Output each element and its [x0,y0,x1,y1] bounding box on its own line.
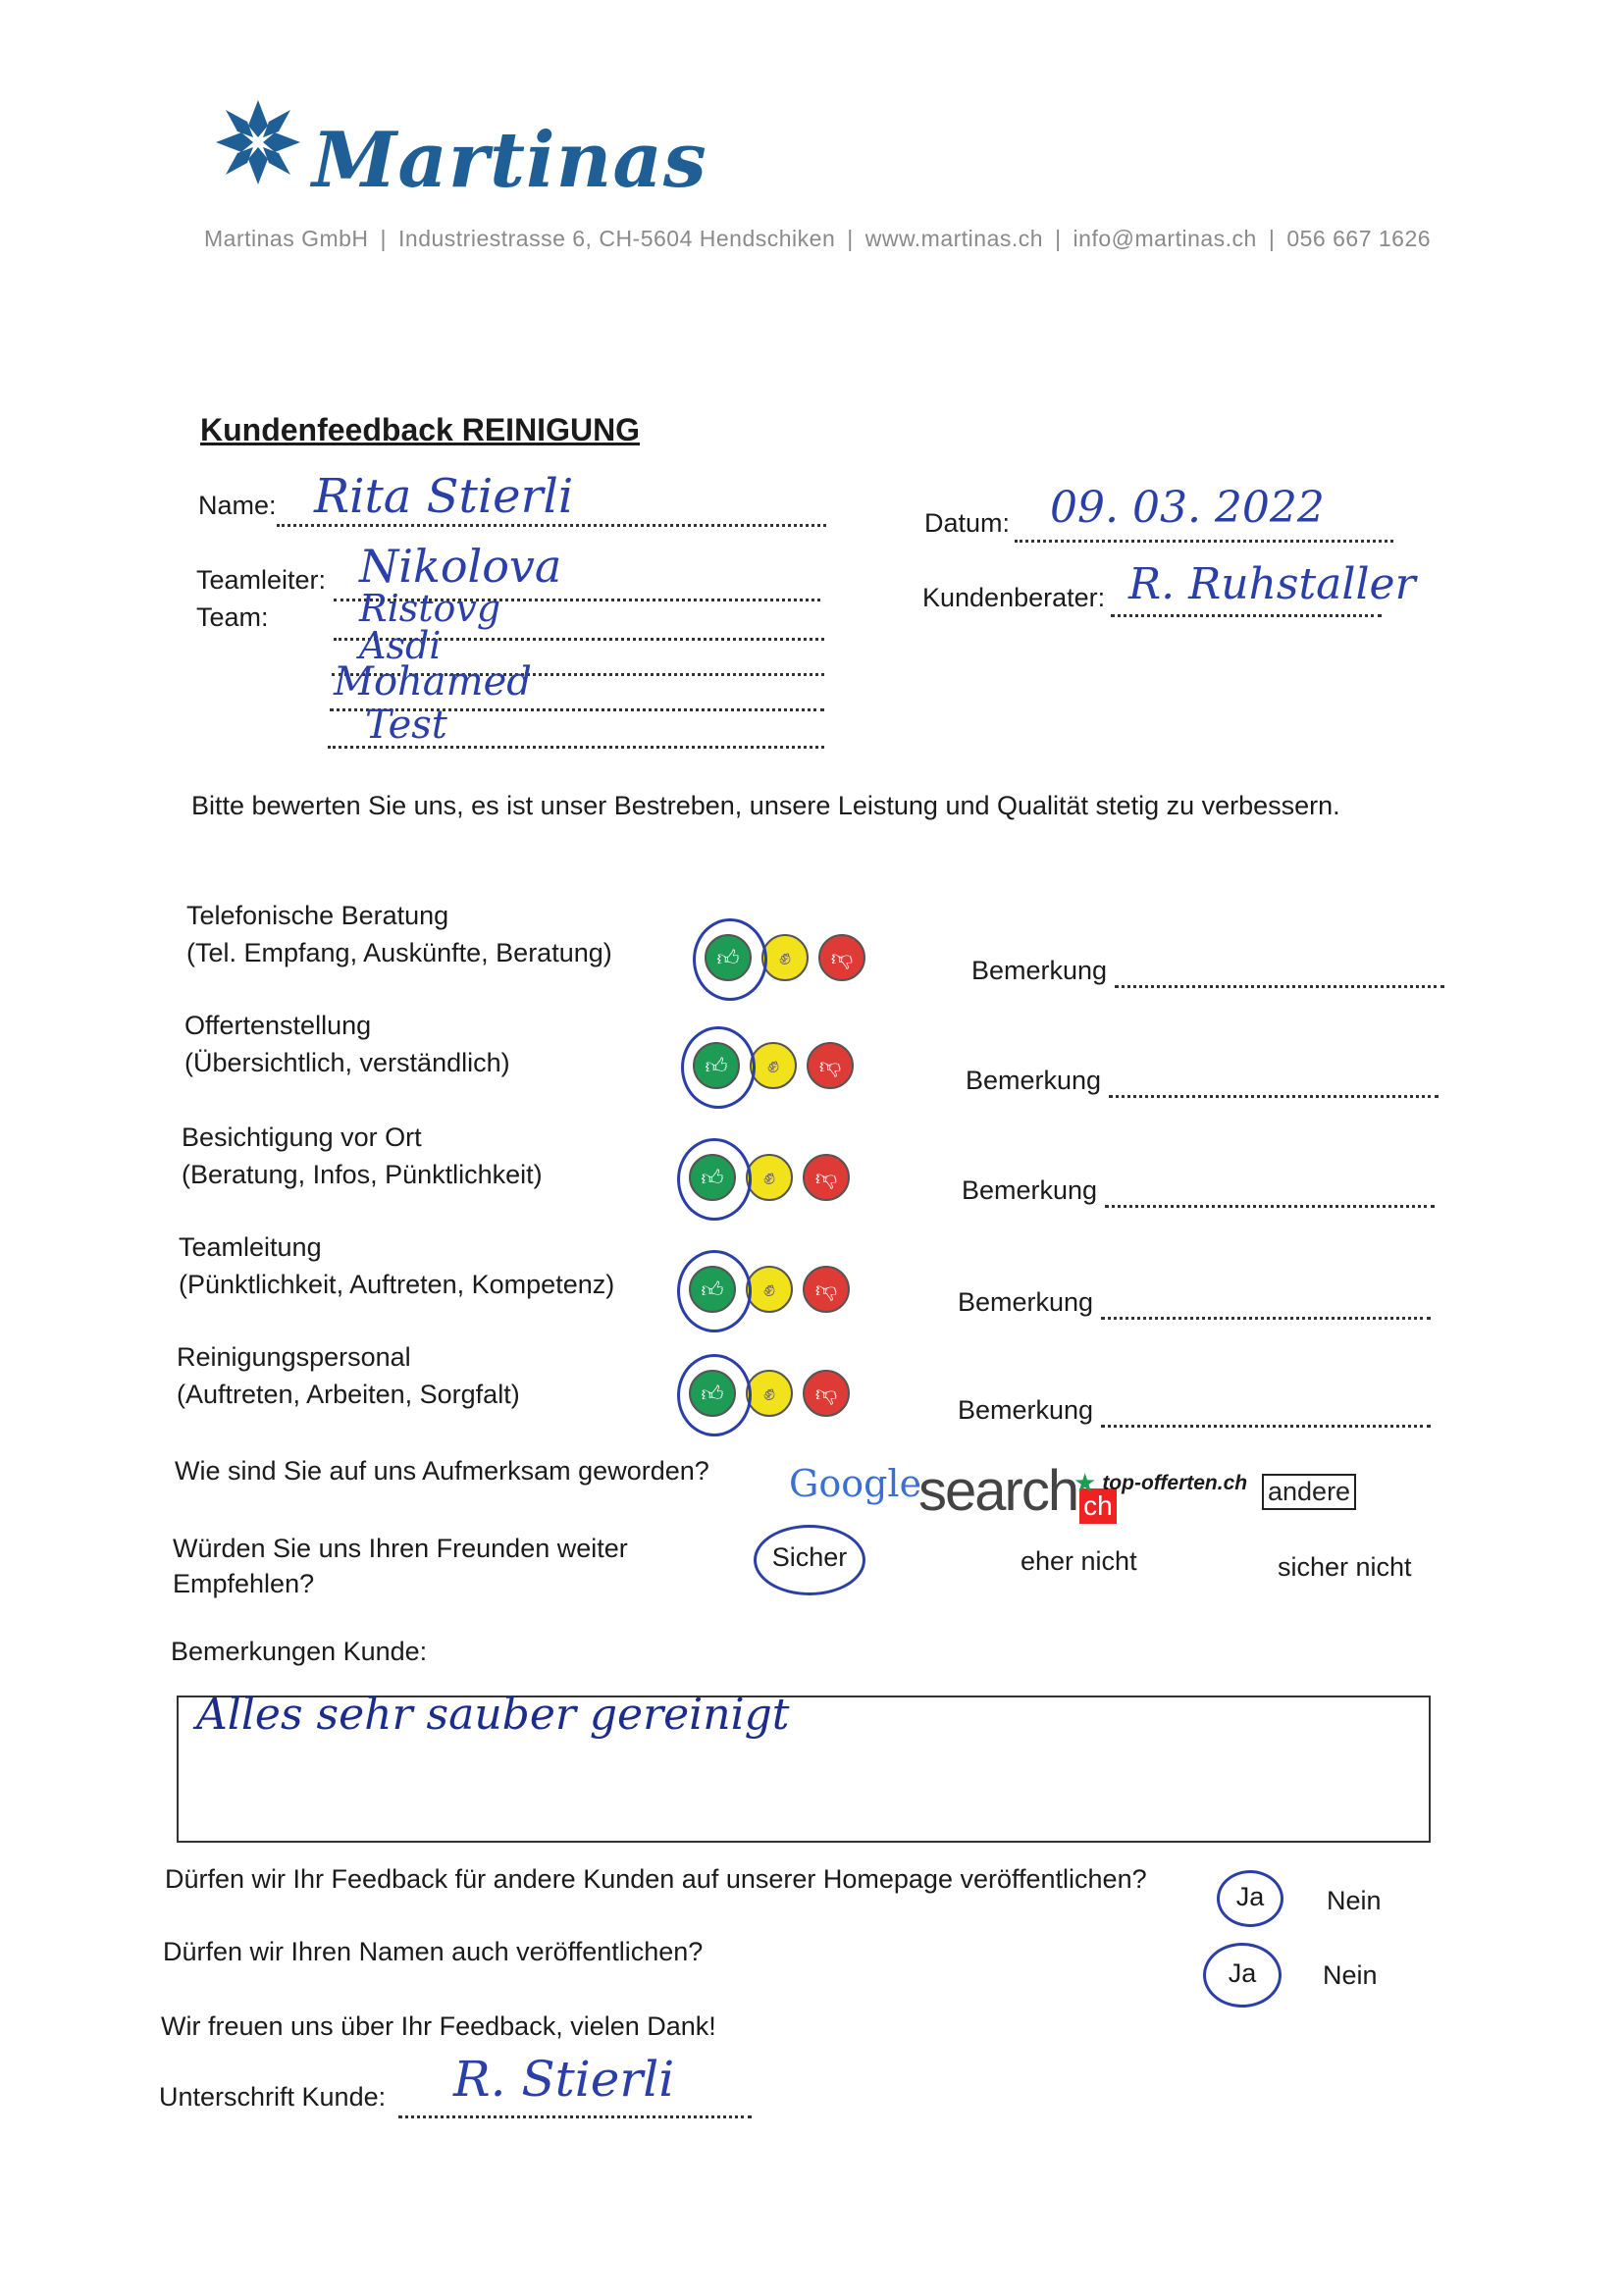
rating-row [184,1007,510,1081]
rating-options [689,1370,850,1417]
remark-label: Bemerkung [958,1287,1094,1317]
rating-subtitle: (Übersichtlich, verständlich) [184,1048,510,1077]
rating-subtitle: (Pünktlichkeit, Auftreten, Kompetenz) [179,1270,615,1299]
rating-options [689,1154,850,1201]
selected-mark [677,1138,752,1221]
datum-line [1015,540,1393,543]
team-member[interactable]: Test [365,703,447,748]
contact-email[interactable]: info@martinas.ch [1073,226,1257,251]
snowflake-icon [214,98,302,186]
thumbs-neutral-icon[interactable]: ✊︎ [746,1154,793,1201]
thumbs-neutral-icon[interactable]: ✊︎ [746,1266,793,1313]
remark-line[interactable] [1101,1317,1431,1320]
publish-question: Dürfen wir Ihr Feedback für andere Kunden auf unserer Homepage veröffentlichen? [165,1864,1147,1894]
google-logo: Google [789,1462,922,1505]
rating-options [693,1042,854,1089]
publish-yes[interactable]: Ja [1217,1870,1283,1927]
source-google[interactable] [789,1462,921,1505]
signature-line[interactable] [398,2115,752,2118]
rating-title: Besichtigung vor Ort [182,1122,422,1152]
rating-row [182,1119,543,1193]
selected-mark [677,1354,752,1436]
intro-text: Bitte bewerten Sie uns, es ist unser Bestreben, unsere Leistung und Qualität stetig zu verbessern. [191,791,1340,820]
teamleiter-label: Teamleiter: [196,565,327,595]
thumbs-neutral-icon[interactable]: ✊︎ [761,934,809,981]
signature-value[interactable]: R. Stierli [453,2051,675,2108]
rating-row [179,1228,614,1303]
recommend-yes[interactable]: Sicher [754,1525,865,1595]
teamleiter-value[interactable]: Nikolova [359,540,562,593]
star-icon: ★ [1073,1468,1097,1497]
thumbs-up-icon[interactable]: 👍︎ [705,934,752,981]
thumbs-down-icon[interactable]: 👎︎ [803,1266,850,1313]
rating-subtitle: (Tel. Empfang, Auskünfte, Beratung) [186,938,612,967]
recommend-no[interactable]: sicher nicht [1278,1552,1412,1582]
rating-title: Reinigungspersonal [177,1342,411,1372]
thumbs-up-icon[interactable]: 👍︎ [689,1370,736,1417]
source-topofferten[interactable] [1073,1468,1247,1498]
name-publish-no[interactable]: Nein [1323,1960,1378,1990]
rating-options [705,934,865,981]
name-line [277,524,826,527]
rating-subtitle: (Auftreten, Arbeiten, Sorgfalt) [177,1380,520,1409]
team-member[interactable]: Asdi [359,624,442,667]
thanks-text: Wir freuen uns über Ihr Feedback, vielen Dank! [161,2011,716,2041]
contact-website[interactable]: www.martinas.ch [864,226,1044,251]
thumbs-neutral-icon[interactable]: ✊︎ [750,1042,797,1089]
rating-options [689,1266,850,1313]
kundenberater-line [1111,614,1382,617]
publish-no[interactable]: Nein [1327,1886,1382,1915]
rating-title: Teamleitung [179,1232,322,1262]
name-value[interactable]: Rita Stierli [314,469,574,524]
comments-label: Bemerkungen Kunde: [171,1637,428,1666]
selected-mark [677,1250,752,1332]
selected-mark [693,918,767,1001]
team-member[interactable]: Ristovg [359,587,501,630]
signature-label: Unterschrift Kunde: [159,2082,387,2112]
name-publish-question: Dürfen wir Ihren Namen auch veröffentlichen? [163,1937,704,1966]
rating-title: Telefonische Beratung [186,901,449,930]
contact-company: Martinas GmbH [204,226,369,251]
topofferten-logo: top-offerten.ch [1102,1471,1248,1494]
comments-value[interactable]: Alles sehr sauber gereinigt [196,1690,790,1740]
remark-label: Bemerkung [958,1395,1094,1425]
selected-mark [681,1026,756,1109]
thumbs-down-icon[interactable]: 👎︎ [807,1042,854,1089]
contact-phone: 056 667 1626 [1286,226,1432,251]
recommend-question: Würden Sie uns Ihren Freunden weiter Empfehlen? [173,1534,628,1598]
thumbs-up-icon[interactable]: 👍︎ [689,1154,736,1201]
thumbs-up-icon[interactable]: 👍︎ [693,1042,740,1089]
company-logo [214,98,302,186]
remark-line[interactable] [1105,1205,1435,1208]
datum-label: Datum: [924,508,1011,538]
company-name: Martinas [312,116,707,205]
kundenberater-label: Kundenberater: [922,583,1106,612]
source-question: Wie sind Sie auf uns Aufmerksam geworden? [175,1456,709,1486]
search-logo: search [918,1459,1078,1523]
thumbs-down-icon[interactable]: 👎︎ [818,934,865,981]
form-title: Kundenfeedback REINIGUNG [200,412,641,447]
rating-title: Offertenstellung [184,1011,372,1040]
remark-label: Bemerkung [971,956,1108,985]
thumbs-down-icon[interactable]: 👎︎ [803,1154,850,1201]
contact-address: Industriestrasse 6, CH-5604 Hendschiken [398,226,836,251]
rating-row [186,897,612,971]
recommend-maybe-not[interactable]: eher nicht [1021,1546,1137,1576]
thumbs-up-icon[interactable]: 👍︎ [689,1266,736,1313]
rating-subtitle: (Beratung, Infos, Pünktlichkeit) [182,1160,543,1189]
kundenberater-value[interactable]: R. Ruhstaller [1128,559,1416,609]
team-label: Team: [196,602,269,632]
remark-label: Bemerkung [966,1066,1102,1095]
name-label: Name: [198,491,277,520]
datum-value[interactable]: 09. 03. 2022 [1050,483,1325,533]
search-ch-badge: ch [1079,1488,1117,1524]
source-andere[interactable]: andere [1262,1474,1356,1510]
thumbs-down-icon[interactable]: 👎︎ [803,1370,850,1417]
team-member[interactable]: Mohamed [334,659,532,704]
name-publish-yes[interactable]: Ja [1203,1943,1282,2008]
remark-line[interactable] [1101,1425,1431,1428]
rating-row [177,1338,520,1413]
remark-label: Bemerkung [962,1175,1098,1205]
contact-line: Martinas GmbH | Industriestrasse 6, CH-5604 Hendschiken | www.martinas.ch | info@martinas.ch | 056 667 1626 [204,226,1432,251]
thumbs-neutral-icon[interactable]: ✊︎ [746,1370,793,1417]
remark-line[interactable] [1109,1095,1439,1098]
remark-line[interactable] [1115,985,1444,988]
